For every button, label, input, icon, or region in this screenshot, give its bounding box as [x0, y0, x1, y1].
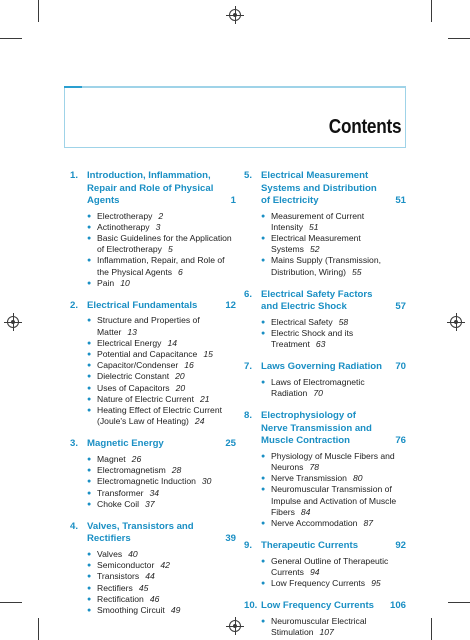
topic-label: Rectifiers — [97, 582, 133, 593]
chapter-heading[interactable] — [70, 300, 236, 313]
topic-page-number: 13 — [127, 326, 137, 337]
chapter-page-number: 25 — [225, 438, 236, 450]
chapter-title: Introduction, Inflammation, Repair and Role of Physical Agents — [87, 170, 214, 206]
topic-page-number: 107 — [319, 626, 334, 637]
topic-page-number: 44 — [145, 571, 155, 582]
bullet-icon: ● — [87, 395, 92, 403]
topic-item[interactable] — [87, 360, 236, 371]
bullet-icon: ● — [261, 257, 266, 265]
topic-label: Nerve Accommodation — [271, 517, 358, 528]
topic-item[interactable] — [87, 499, 236, 510]
topic-page-number: 94 — [309, 566, 320, 577]
toc-left-column — [70, 170, 236, 627]
topic-label: Electrotherapy — [97, 210, 153, 221]
bullet-icon: ● — [87, 351, 92, 359]
topic-item[interactable] — [261, 328, 406, 350]
crop-mark-top-left-v — [38, 0, 39, 22]
topic-text — [97, 315, 236, 337]
chapter-title: Laws Governing Radiation — [261, 361, 383, 373]
topic-page-number: 26 — [131, 453, 142, 464]
toc-chapter — [70, 438, 236, 510]
chapter-page-number: 51 — [395, 195, 406, 206]
registration-mark-top — [229, 9, 241, 21]
topic-item[interactable] — [87, 371, 236, 382]
registration-mark-left — [7, 316, 19, 328]
topic-text — [271, 451, 406, 473]
topic-label: Electrical Safety — [271, 316, 333, 327]
topic-text — [97, 605, 236, 616]
topic-page-number: 15 — [203, 349, 213, 360]
topic-item[interactable] — [261, 255, 406, 277]
topic-list — [70, 454, 236, 510]
crop-mark-bottom-right-v — [431, 618, 432, 640]
bullet-icon: ● — [87, 223, 92, 231]
topic-text — [271, 473, 406, 484]
topic-page-number: 78 — [309, 461, 320, 472]
topic-item[interactable] — [261, 211, 406, 233]
topic-page-number: 2 — [158, 210, 164, 221]
chapter-number: 2. — [70, 299, 79, 311]
topic-label: Uses of Capacitors — [97, 382, 170, 393]
topic-text — [97, 371, 236, 382]
chapter-title: Electrical Fundamentals — [87, 299, 198, 311]
topic-item[interactable] — [261, 377, 406, 399]
topic-text — [97, 211, 236, 222]
bullet-icon: ● — [87, 595, 92, 603]
topic-list — [70, 315, 236, 427]
toc-chapter — [70, 521, 236, 616]
topic-label: Rectification — [97, 593, 144, 604]
topic-text — [271, 211, 406, 233]
bullet-icon: ● — [261, 212, 266, 220]
bullet-icon: ● — [261, 475, 266, 483]
bullet-icon: ● — [87, 317, 92, 325]
topic-item[interactable] — [87, 255, 236, 277]
topic-page-number: 10 — [120, 277, 130, 288]
topic-label: Transformer — [97, 487, 144, 498]
bullet-icon: ● — [87, 573, 92, 581]
topic-item[interactable] — [87, 383, 236, 394]
crop-mark-bottom-right-h — [448, 602, 470, 603]
topic-label: Actinotherapy — [97, 221, 150, 232]
topic-label: Physiology of Muscle Fibers and Neurons — [271, 450, 395, 472]
topic-list — [244, 616, 406, 638]
topic-page-number: 58 — [338, 316, 349, 327]
bullet-icon: ● — [87, 455, 92, 463]
bullet-icon: ● — [87, 467, 92, 475]
topic-item[interactable] — [87, 338, 236, 349]
topic-page-number: 37 — [145, 498, 155, 509]
chapter-page-number: 70 — [395, 361, 406, 373]
chapter-number: 4. — [70, 520, 79, 532]
chapter-title: Valves, Transistors and Rectifiers — [87, 520, 194, 545]
topic-page-number: 46 — [149, 593, 160, 604]
topic-label: Electrical Measurement Systems — [271, 232, 361, 255]
topic-list — [70, 549, 236, 616]
chapter-heading[interactable] — [70, 170, 236, 208]
topic-label: Heating Effect of Electric Current (Joule's Law of Heating) — [97, 405, 222, 427]
topic-label: Semiconductor — [97, 560, 155, 571]
topic-label: Pain — [97, 277, 115, 288]
chapter-page-number: 106 — [389, 600, 406, 612]
topic-page-number: 52 — [309, 244, 320, 255]
topic-item[interactable] — [87, 488, 236, 499]
topic-label: Nerve Transmission — [271, 473, 347, 484]
bullet-icon: ● — [261, 580, 266, 588]
topic-list — [244, 211, 406, 278]
bullet-icon: ● — [261, 519, 266, 527]
topic-item[interactable] — [87, 394, 236, 405]
topic-page-number: 16 — [184, 360, 194, 371]
topic-text — [271, 616, 406, 638]
topic-page-number: 40 — [128, 548, 138, 559]
chapter-heading[interactable] — [70, 438, 236, 451]
topic-label: Nature of Electric Current — [97, 393, 194, 404]
chapter-title: Electrophysiology of Nerve Transmission and Muscle Contraction — [261, 410, 372, 447]
topic-item[interactable] — [87, 349, 236, 360]
crop-mark-top-right-h — [448, 38, 470, 39]
topic-page-number: 34 — [149, 487, 160, 498]
chapter-heading[interactable] — [244, 289, 406, 314]
topic-page-number: 80 — [352, 473, 363, 484]
chapter-number: 7. — [244, 361, 253, 373]
bullet-icon: ● — [87, 384, 92, 392]
topic-item[interactable] — [87, 315, 236, 337]
bullet-icon: ● — [87, 489, 92, 497]
bullet-icon: ● — [261, 557, 266, 565]
chapter-page-number: 57 — [395, 301, 406, 313]
topic-text — [97, 583, 236, 594]
topic-text — [271, 233, 406, 255]
topic-text — [97, 360, 236, 371]
topic-label: Potential and Capacitance — [97, 349, 198, 360]
chapter-number: 3. — [70, 438, 79, 450]
chapter-title: Electrical Safety Factors and Electric Shock — [261, 288, 373, 313]
topic-text — [271, 328, 406, 350]
topic-page-number: 30 — [201, 476, 212, 487]
chapter-number: 6. — [244, 288, 253, 300]
topic-list — [244, 556, 406, 590]
topic-item[interactable] — [261, 473, 406, 484]
topic-page-number: 87 — [363, 517, 374, 528]
topic-text — [271, 518, 406, 529]
topic-item[interactable] — [261, 484, 406, 518]
topic-item[interactable] — [261, 616, 406, 638]
topic-page-number: 55 — [351, 266, 362, 277]
topic-text — [97, 476, 236, 487]
topic-text — [97, 488, 236, 499]
topic-label: Neuromuscular Transmission of Impulse and Activation of Muscle Fibers — [271, 484, 397, 517]
topic-text — [271, 255, 406, 277]
topic-text — [97, 499, 236, 510]
chapter-page-number: 76 — [395, 435, 406, 447]
bullet-icon: ● — [87, 500, 92, 508]
topic-text — [97, 255, 236, 277]
topic-list — [70, 211, 236, 289]
topic-page-number: 95 — [371, 578, 381, 589]
bullet-icon: ● — [261, 617, 266, 625]
topic-page-number: 49 — [170, 604, 181, 615]
topic-item[interactable] — [87, 405, 236, 427]
bullet-icon: ● — [261, 378, 266, 386]
topic-label: Measurement of Current Intensity — [271, 210, 365, 232]
bullet-icon: ● — [87, 257, 92, 265]
topic-page-number: 42 — [160, 560, 170, 571]
topic-text — [97, 454, 236, 465]
chapter-page-number: 39 — [225, 533, 236, 545]
toc-chapter — [244, 170, 406, 278]
bullet-icon: ● — [87, 478, 92, 486]
toc-chapter — [70, 170, 236, 289]
bullet-icon: ● — [87, 212, 92, 220]
topic-list — [244, 377, 406, 399]
topic-page-number: 24 — [194, 416, 205, 427]
chapter-page-number: 12 — [225, 299, 236, 311]
topic-item[interactable] — [87, 549, 236, 560]
topic-page-number: 14 — [167, 337, 178, 348]
topic-item[interactable] — [87, 583, 236, 594]
bullet-icon: ● — [261, 234, 266, 242]
topic-item[interactable] — [87, 476, 236, 487]
topic-item[interactable] — [261, 518, 406, 529]
toc-chapter — [244, 289, 406, 351]
topic-text — [97, 233, 236, 255]
topic-item[interactable] — [261, 556, 406, 578]
topic-label: Dielectric Constant — [97, 371, 170, 382]
topic-list — [244, 317, 406, 351]
topic-label: Inflammation, Repair, and Role of the Physical Agents — [97, 255, 225, 277]
topic-text — [97, 383, 236, 394]
chapter-page-number: 92 — [395, 540, 406, 552]
topic-item[interactable] — [261, 578, 406, 589]
topic-text — [97, 465, 236, 476]
topic-label: Magnet — [97, 453, 126, 464]
topic-label: Electrical Energy — [97, 337, 162, 348]
chapter-page-number: 1 — [230, 195, 236, 206]
topic-page-number: 3 — [155, 221, 161, 232]
topic-page-number: 21 — [199, 393, 210, 404]
chapter-number: 10. — [244, 600, 258, 612]
topic-item[interactable] — [87, 211, 236, 222]
chapter-heading[interactable] — [70, 521, 236, 546]
topic-item[interactable] — [87, 594, 236, 605]
topic-label: Smoothing Circuit — [97, 604, 165, 615]
bullet-icon: ● — [87, 550, 92, 558]
topic-item[interactable] — [87, 233, 236, 255]
bullet-icon: ● — [261, 318, 266, 326]
chapter-heading[interactable] — [244, 600, 406, 613]
bullet-icon: ● — [87, 407, 92, 415]
topic-page-number: 45 — [138, 582, 149, 593]
chapter-heading[interactable] — [244, 540, 406, 553]
bullet-icon: ● — [87, 234, 92, 242]
topic-page-number: 28 — [171, 465, 182, 476]
crop-mark-bottom-left-h — [0, 602, 22, 603]
topic-label: Low Frequency Currents — [271, 578, 366, 589]
bullet-icon: ● — [261, 486, 266, 494]
topic-page-number: 20 — [175, 371, 185, 382]
toc-chapter — [244, 410, 406, 529]
topic-text — [97, 349, 236, 360]
topic-text — [271, 578, 406, 589]
topic-text — [271, 317, 406, 328]
chapter-heading[interactable] — [244, 170, 406, 208]
bullet-icon: ● — [87, 584, 92, 592]
topic-text — [271, 484, 406, 518]
chapter-number: 9. — [244, 540, 253, 552]
bullet-icon: ● — [87, 373, 92, 381]
topic-label: Transistors — [97, 571, 140, 582]
topic-text — [97, 222, 236, 233]
toc-chapter — [244, 600, 406, 638]
topic-item[interactable] — [261, 233, 406, 255]
topic-text — [97, 394, 236, 405]
topic-label: Electromagnetism — [97, 465, 166, 476]
page-title: Contents — [328, 116, 401, 138]
topic-item[interactable] — [87, 605, 236, 616]
chapter-number: 1. — [70, 170, 79, 181]
bullet-icon: ● — [87, 562, 92, 570]
topic-label: Electromagnetic Induction — [97, 476, 196, 487]
topic-page-number: 84 — [300, 506, 311, 517]
topic-list — [244, 451, 406, 529]
topic-text — [97, 405, 236, 427]
topic-page-number: 63 — [315, 339, 326, 350]
bullet-icon: ● — [87, 279, 92, 287]
bullet-icon: ● — [87, 339, 92, 347]
topic-label: Mains Supply (Transmission, Distribution, Wiring) — [271, 255, 382, 277]
topic-label: Laws of Electromagnetic Radiation — [271, 376, 365, 399]
topic-label: Valves — [97, 548, 123, 559]
chapter-title: Electrical Measurement Systems and Distribution of Electricity — [261, 170, 377, 206]
chapter-heading[interactable] — [244, 410, 406, 448]
topic-item[interactable] — [87, 454, 236, 465]
topic-item[interactable] — [87, 278, 236, 289]
toc-chapter — [244, 540, 406, 589]
topic-item[interactable] — [87, 571, 236, 582]
contents-header-box — [64, 86, 406, 148]
topic-item[interactable] — [87, 560, 236, 571]
topic-item[interactable] — [87, 465, 236, 476]
topic-text — [97, 594, 236, 605]
topic-text — [97, 571, 236, 582]
chapter-title: Therapeutic Currents — [261, 540, 359, 552]
topic-page-number: 20 — [175, 382, 186, 393]
bullet-icon: ● — [87, 362, 92, 370]
crop-mark-top-left-h — [0, 38, 22, 39]
topic-page-number: 5 — [167, 244, 173, 255]
topic-label: Capacitor/Condenser — [97, 360, 179, 371]
topic-text — [97, 549, 236, 560]
chapter-heading[interactable] — [244, 361, 406, 374]
bullet-icon: ● — [261, 452, 266, 460]
chapter-number: 8. — [244, 410, 253, 422]
toc-chapter — [70, 300, 236, 428]
toc-chapter — [244, 361, 406, 399]
bullet-icon: ● — [87, 606, 92, 614]
topic-item[interactable] — [261, 451, 406, 473]
topic-text — [271, 377, 406, 399]
topic-text — [271, 556, 406, 578]
topic-label: Choke Coil — [97, 498, 140, 509]
topic-item[interactable] — [261, 317, 406, 328]
topic-text — [97, 278, 236, 289]
topic-text — [97, 560, 236, 571]
topic-page-number: 6 — [178, 266, 183, 277]
chapter-title: Low Frequency Currents — [261, 600, 375, 612]
chapter-title: Magnetic Energy — [87, 438, 164, 450]
topic-label: Basic Guidelines for the Application of Electrotherapy — [97, 232, 232, 255]
topic-label: Electric Shock and its Treatment — [271, 327, 354, 350]
toc-right-column — [244, 170, 406, 640]
bullet-icon: ● — [261, 329, 266, 337]
topic-page-number: 51 — [309, 221, 319, 232]
registration-mark-right — [450, 316, 462, 328]
chapter-number: 5. — [244, 170, 253, 181]
topic-text — [97, 338, 236, 349]
topic-label: General Outline of Therapeutic Currents — [271, 555, 389, 577]
crop-mark-bottom-left-v — [38, 618, 39, 640]
topic-item[interactable] — [87, 222, 236, 233]
topic-label: Structure and Properties of Matter — [97, 315, 200, 337]
crop-mark-top-right-v — [431, 0, 432, 22]
topic-label: Neuromuscular Electrical Stimulation — [271, 615, 367, 637]
topic-page-number: 70 — [313, 388, 323, 399]
